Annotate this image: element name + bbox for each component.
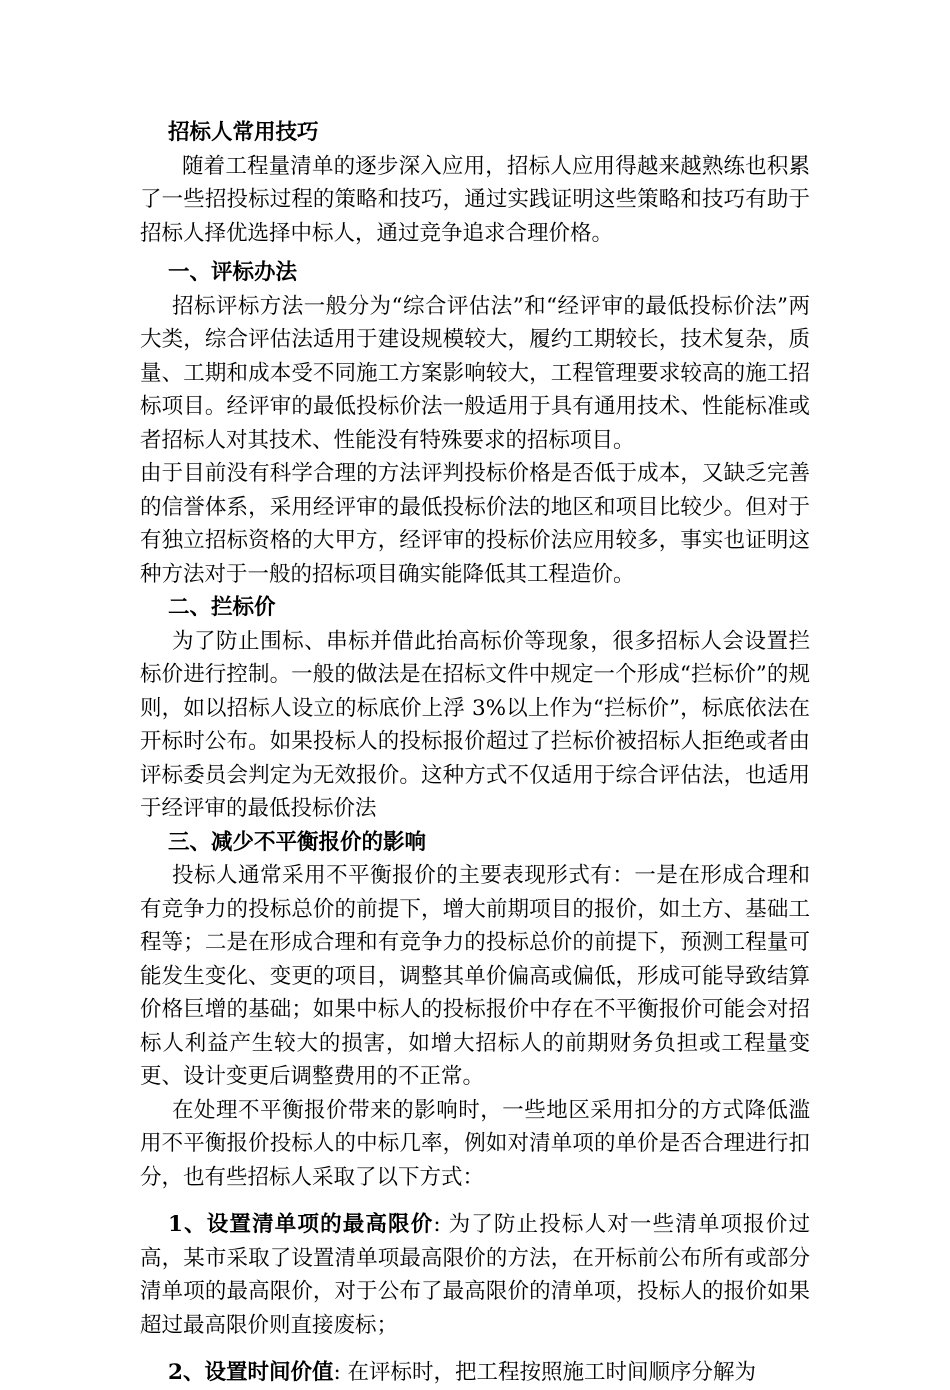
document-body (140, 116, 810, 1390)
list-item-max-price (140, 1208, 810, 1342)
section3-paragraph-1: 投标人通常采用不平衡报价的主要表现形式有：一是在形成合理和有竞争力的投标总价的前提下，增大前期项目的报价，如土方、基础工程等；二是在形成合理和有竞争力的投标总价的前提下，预测工程量可能发生变化、变更的项目，调整其单价偏高或偏低，形成可能导致结算价格巨增的基础；如果中标人的投标报价中存在不平衡报价可能会对招标人利益产生较大的损害，如增大招标人的前期财务负担或工程量变更、设计变更后调整费用的不正常。 (140, 863, 810, 1089)
document-title: 招标人常用技巧 (168, 120, 319, 145)
section2-paragraph-1: 为了防止围标、串标并借此抬高标价等现象，很多招标人会设置拦标价进行控制。一般的做法是在招标文件中规定一个形成“拦标价”的规则，如以招标人设立的标底价上浮 3%以上作为“拦标价”，标底依法在开标时公布。如果投标人的投标报价超过了拦标价被招标人拒绝或者由评标委员会判定为无效报价。这种方式不仅适用于综合评估法，也适用于经评审的最低投标价法 (140, 628, 810, 821)
section3-paragraph-2: 在处理不平衡报价带来的影响时，一些地区采用扣分的方式降低滥用不平衡报价投标人的中标几率，例如对清单项的单价是否合理进行扣分，也有些招标人采取了以下方式： (140, 1097, 810, 1190)
list-item-time-value (140, 1356, 810, 1390)
list-item-time-value-label: 2、设置时间价值 (168, 1360, 334, 1385)
list-item-time-value-text: : 在评标时，把工程按照施工时间顺序分解为 (333, 1360, 757, 1385)
list-item-max-price-label: 1、设置清单项的最高限价 (168, 1212, 434, 1237)
section1-paragraph-1: 招标评标方法一般分为“综合评估法”和“经评审的最低投标价法”两大类，综合评估法适用于建设规模较大，履约工期较长，技术复杂，质量、工期和成本受不同施工方案影响较大，工程管理要求较高的施工招标项目。经评审的最低投标价法一般适用于具有通用技术、性能标准或者招标人对其技术、性能没有特殊要求的招标项目。 (140, 293, 810, 453)
section-heading-evaluation-method: 一、评标办法 (168, 260, 298, 285)
list-item-max-price-text: : 为了防止投标人对一些清单项报价过高，某市采取了设置清单项最高限价的方法，在开标前公布所有或部分清单项的最高限价，对于公布了最高限价的清单项，投标人的报价如果超过最高限价则直接废标； (140, 1212, 810, 1338)
section-heading-bid-ceiling: 二、拦标价 (168, 595, 276, 620)
intro-paragraph: 随着工程量清单的逐步深入应用，招标人应用得越来越熟练也积累了一些招投标过程的策略和技巧，通过实践证明这些策略和技巧有助于招标人择优选择中标人，通过竞争追求合理价格。 (140, 153, 810, 246)
section-heading-unbalanced-bidding: 三、减少不平衡报价的影响 (168, 829, 427, 855)
section1-paragraph-2: 由于目前没有科学合理的方法评判投标价格是否低于成本，又缺乏完善的信誉体系，采用经评审的最低投标价法的地区和项目比较少。但对于有独立招标资格的大甲方，经评审的投标价法应用较多，事实也证明这种方法对于一般的招标项目确实能降低其工程造价。 (140, 461, 810, 587)
